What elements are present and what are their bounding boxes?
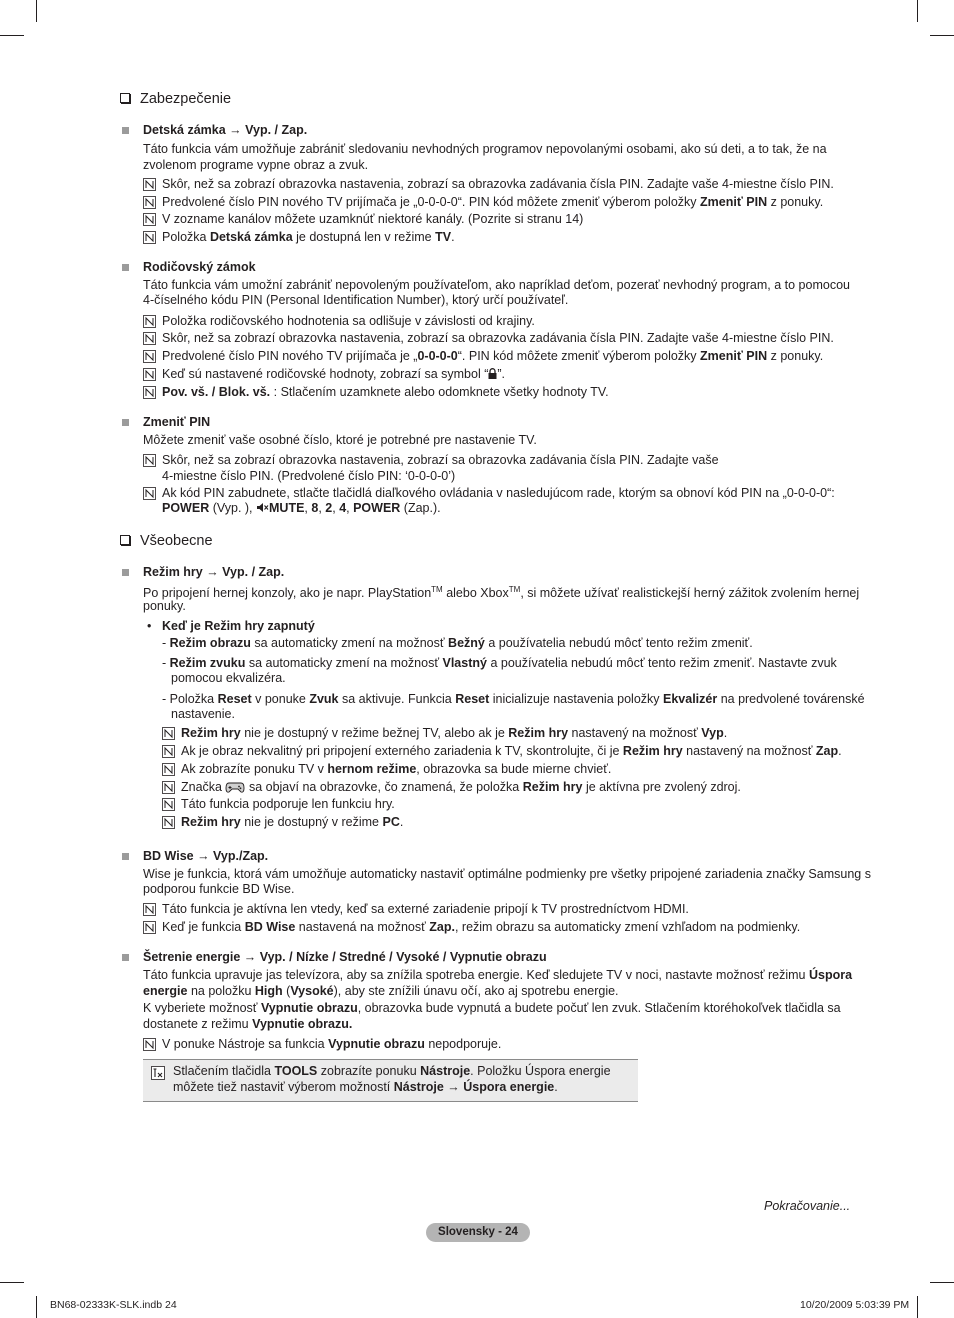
note-icon bbox=[143, 903, 156, 916]
note-icon bbox=[143, 454, 156, 467]
section-title-zabezpecenie: Zabezpečenie bbox=[120, 91, 231, 107]
footer-datetime: 10/20/2009 5:03:39 PM bbox=[800, 1299, 910, 1311]
note-text: Skôr, než sa zobrazí obrazovka nastavenia, zobrazí sa obrazovka zadávania čísla PIN. Zadajte vaše 4-miestne číslo PIN. bbox=[162, 331, 834, 345]
note-icon bbox=[143, 178, 156, 191]
note-icon bbox=[143, 196, 156, 209]
square-bullet-icon bbox=[122, 264, 129, 271]
note-text: Ak je obraz nekvalitný pri pripojení externého zariadenia k TV, skontrolujte, či je Režim hry nastavený na možnosť Zap. bbox=[181, 744, 842, 758]
note-text: Táto funkcia je aktívna len vtedy, keď sa externé zariadenie pripojí k TV prostredníctvom HDMI. bbox=[162, 902, 689, 916]
note-text: Ak kód PIN zabudnete, stlačte tlačidlá diaľkového ovládania v nasledujúcom rade, ktorým sa obnoví kód PIN na „0-0-0-0“: bbox=[162, 486, 835, 500]
item-heading-rezim-hry: Režim hry → Vyp. / Zap. bbox=[143, 565, 285, 579]
item-heading-bd-wise: BD Wise → Vyp./Zap. bbox=[143, 849, 269, 863]
item-heading-detska-zamka: Detská zámka → Vyp. / Zap. bbox=[143, 123, 308, 137]
tip-box bbox=[143, 1059, 638, 1102]
note-text: Položka rodičovského hodnotenia sa odlišuje v závislosti od krajiny. bbox=[162, 314, 535, 328]
dash-item-cont: pomocou ekvalizéra. bbox=[171, 671, 286, 685]
note-text: Ak zobrazíte ponuku TV v hernom režime, obrazovka sa bude mierne chvieť. bbox=[181, 762, 612, 776]
note-text: Pov. vš. / Blok. vš. : Stlačením uzamknete alebo odomknete všetky hodnoty TV. bbox=[162, 385, 609, 399]
note-icon bbox=[143, 487, 156, 500]
note-text: Keď je funkcia BD Wise nastavená na možnosť Zap., režim obrazu sa automaticky zmení vzhľadom na podmienky. bbox=[162, 920, 801, 934]
dash-item: - Režim zvuku sa automaticky zmení na možnosť Vlastný a používatelia nebudú môcť tento režim zmeniť. Nastavte zvuk bbox=[162, 656, 837, 670]
note-icon bbox=[162, 727, 175, 740]
crop-mark bbox=[930, 35, 954, 36]
note-text: Režim hry nie je dostupný v režime bežnej TV, alebo ak je Režim hry nastavený na možnosť Vyp. bbox=[181, 726, 728, 740]
square-bullet-icon bbox=[122, 954, 129, 961]
mute-icon bbox=[256, 502, 269, 513]
tools-icon bbox=[151, 1066, 165, 1080]
crop-mark bbox=[930, 1282, 954, 1283]
paragraph-line: ponuky. bbox=[143, 599, 186, 613]
paragraph-line: Táto funkcia vám umožní zabrániť nepovoleným používateľom, ako napríklad deťom, pozerať nevhodný program, a to pomocou bbox=[143, 278, 850, 292]
note-text: Značka sa objaví na obrazovke, čo znamená, že položka Režim hry je aktívna pre zvolený zdroj. bbox=[181, 780, 741, 794]
note-text: Položka Detská zámka je dostupná len v režime TV. bbox=[162, 230, 455, 244]
note-text: V ponuke Nástroje sa funkcia Vypnutie obrazu nepodporuje. bbox=[162, 1037, 502, 1051]
paragraph-line: Po pripojení hernej konzoly, ako je napr. PlayStation™ alebo Xbox™, si môžete užívať realistickejší herný zážitok zvolením hernej bbox=[143, 585, 860, 601]
item-heading-zmenit-pin: Zmeniť PIN bbox=[143, 415, 211, 429]
paragraph-line: Wise je funkcia, ktorá vám umožňuje automaticky nastaviť optimálne podmienky pre všetky pripojené zariadenia značky Samsung s bbox=[143, 867, 871, 881]
note-text: Predvolené číslo PIN nového TV prijímača je „0-0-0-0“. PIN kód môžete zmeniť výberom položky Zmeniť PIN z ponuky. bbox=[162, 349, 824, 363]
note-icon bbox=[143, 231, 156, 244]
footer-file: BN68-02333K-SLK.indb 24 bbox=[50, 1299, 177, 1311]
note-icon bbox=[143, 315, 156, 328]
paragraph-line: Táto funkcia upravuje jas televízora, aby sa znížila spotreba energie. Keď sledujete TV v noci, nastavte možnosť režimu Úspora bbox=[143, 968, 853, 982]
note-icon bbox=[143, 213, 156, 226]
paragraph-line: energie na položku High (Vysoké), aby ste znížili únavu očí, ako aj spotrebu energie. bbox=[143, 984, 619, 998]
item-heading-rodicovsky-zamok: Rodičovský zámok bbox=[143, 260, 256, 274]
bullet-heading: Keď je Režim hry zapnutý bbox=[162, 619, 315, 633]
tip-text: Stlačením tlačidla TOOLS zobrazíte ponuku Nástroje. Položku Úspora energie bbox=[173, 1064, 611, 1078]
checkbox-square-icon bbox=[120, 535, 130, 545]
dash-item: - Položka Reset v ponuke Zvuk sa aktivuje. Funkcia Reset inicializuje nastavenia položky Ekvalizér na predvolené továrenské bbox=[162, 692, 865, 706]
note-text: Predvolené číslo PIN nového TV prijímača je „0-0-0-0“. PIN kód môžete zmeniť výberom položky Zmeniť PIN z ponuky. bbox=[162, 195, 824, 209]
section-title-vseobecne: Všeobecne bbox=[120, 533, 213, 549]
note-text: Režim hry nie je dostupný v režime PC. bbox=[181, 815, 404, 829]
crop-mark bbox=[36, 0, 37, 22]
square-bullet-icon bbox=[122, 569, 129, 576]
paragraph-line: 4-číselného kódu PIN (Personal Identification Number), ktorý určí používateľ. bbox=[143, 293, 569, 307]
note-icon bbox=[162, 816, 175, 829]
note-icon bbox=[162, 745, 175, 758]
note-icon bbox=[162, 798, 175, 811]
square-bullet-icon bbox=[122, 127, 129, 134]
note-text: Táto funkcia podporuje len funkciu hry. bbox=[181, 797, 395, 811]
paragraph-line: Môžete zmeniť vaše osobné číslo, ktoré je potrebné pre nastavenie TV. bbox=[143, 433, 537, 447]
square-bullet-icon bbox=[122, 419, 129, 426]
note-text: POWER (Vyp. ), MUTE, 8, 2, 4, POWER (Zap.). bbox=[162, 501, 441, 515]
note-icon bbox=[143, 386, 156, 399]
note-icon bbox=[162, 781, 175, 794]
note-icon bbox=[143, 332, 156, 345]
note-icon bbox=[143, 350, 156, 363]
continued-label: Pokračovanie... bbox=[764, 1199, 851, 1213]
note-icon bbox=[162, 763, 175, 776]
paragraph-line: dostanete z režimu Vypnutie obrazu. bbox=[143, 1017, 353, 1031]
checkbox-square-icon bbox=[120, 93, 130, 103]
note-text: 4-miestne číslo PIN. (Predvolené číslo PIN: ‘0-0-0-0’) bbox=[162, 469, 456, 483]
note-text: Skôr, než sa zobrazí obrazovka nastavenia, zobrazí sa obrazovka zadávania čísla PIN. Zadajte vaše 4-miestne číslo PIN. bbox=[162, 177, 834, 191]
crop-mark bbox=[36, 1296, 37, 1318]
note-text: Keď sú nastavené rodičovské hodnoty, zobrazí sa symbol “ ”. bbox=[162, 367, 506, 381]
crop-mark bbox=[917, 0, 918, 22]
note-icon bbox=[143, 921, 156, 934]
note-text: V zozname kanálov môžete uzamknúť niektoré kanály. (Pozrite si stranu 14) bbox=[162, 212, 584, 226]
gamepad-icon bbox=[225, 780, 245, 794]
paragraph-line: K vyberiete možnosť Vypnutie obrazu, obrazovka bude vypnutá a budete počuť len zvuk. Stlačením ktoréhokoľvek tlačidla sa bbox=[143, 1001, 841, 1015]
square-bullet-icon bbox=[122, 853, 129, 860]
dash-item-cont: nastavenie. bbox=[171, 707, 235, 721]
bullet-dot: • bbox=[147, 619, 152, 633]
note-text: Skôr, než sa zobrazí obrazovka nastavenia, zobrazí sa obrazovka zadávania čísla PIN. Zadajte vaše bbox=[162, 453, 719, 467]
crop-mark bbox=[917, 1296, 918, 1318]
crop-mark bbox=[0, 35, 24, 36]
paragraph-line: podporou funkcie BD Wise. bbox=[143, 882, 295, 896]
paragraph-line: Táto funkcia vám umožňuje zabrániť sledovaniu nevhodných programov nepovolanými osobami, ako sú deti, a to tak, že na bbox=[143, 142, 827, 156]
item-heading-setrenie-energie: Šetrenie energie → Vyp. / Nízke / Stredné / Vysoké / Vypnutie obrazu bbox=[143, 950, 547, 964]
tip-text: môžete tiež nastaviť výberom možností Nástroje → Úspora energie. bbox=[173, 1080, 558, 1094]
crop-mark bbox=[0, 1282, 24, 1283]
lock-icon bbox=[488, 368, 497, 379]
note-icon bbox=[143, 368, 156, 381]
page-number-badge: Slovensky - 24 bbox=[426, 1223, 530, 1242]
dash-item: - Režim obrazu sa automaticky zmení na možnosť Bežný a používatelia nebudú môcť tento režim zmeniť. bbox=[162, 636, 753, 650]
paragraph-line: zvolenom programe vypne obraz a zvuk. bbox=[143, 158, 369, 172]
note-icon bbox=[143, 1038, 156, 1051]
